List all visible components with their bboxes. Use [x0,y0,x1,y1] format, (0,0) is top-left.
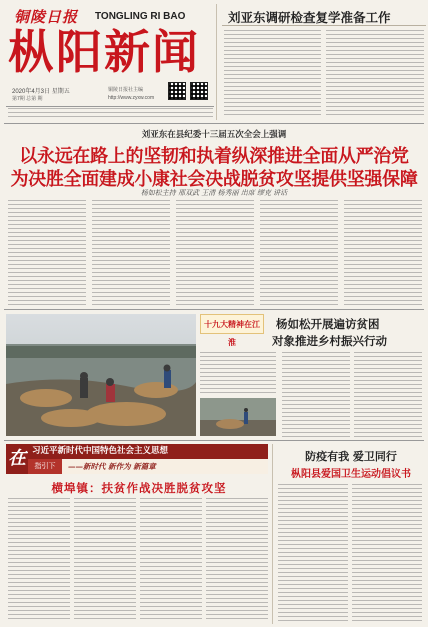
feature-body-col1 [282,352,350,438]
masthead-divider [6,106,214,107]
feature-photo [6,314,196,436]
section-divider [4,440,424,441]
masthead-site: http://www.zyxw.com [108,95,155,101]
side-article-headline-2: 枞阳县爱国卫生运动倡议书 [291,469,411,480]
lead-article-headline-1: 以永远在路上的坚韧和执着纵深推进全面从严治党 [19,146,409,167]
top-article [218,0,428,122]
side-article-headline-1: 防疫有我 爱卫同行 [305,450,397,463]
feature-banner-text: 十九大精神在江淮 [204,319,260,347]
bottom-vertical-divider [272,444,273,624]
column-header [6,444,268,474]
field-workers-photo [200,398,276,436]
masthead-publisher: 铜陵日报社主编 [108,87,144,93]
top-article-body-col1 [224,30,321,118]
column-badge-char: 在 [8,448,26,469]
lead-article-kicker: 刘亚东在县纪委十三届五次全会上强调 [141,130,287,140]
lead-article-col5 [344,200,422,306]
feature-banner [200,314,264,347]
qr-code-icon [168,82,186,100]
column-headline: 横埠镇：扶贫作战决胜脱贫攻坚 [51,481,227,495]
masthead-vertical-divider [216,4,217,120]
side-article-body-col1 [278,484,348,622]
lead-article-col1 [8,200,86,306]
masthead-date-line: 2020年4月3日 星期五 [12,89,70,95]
lead-article-byline: 杨如松主持 邢双武 王清 杨秀丽 出席 缪克 讲话 [140,189,288,197]
lotus-harvest-photo [6,314,196,436]
lead-article-col2 [92,200,170,306]
feature-photo-small [200,398,276,436]
side-article-body-col2 [352,484,422,622]
top-article-headline: 刘亚东调研检查复学准备工作 [228,10,391,25]
section-divider [4,309,424,310]
masthead [0,0,215,122]
column-subtitle-text: 指引下 [34,462,56,470]
feature-headline-2: 对象推进乡村振兴行动 [272,334,387,348]
section-divider [4,123,424,124]
masthead-main-title: 枞阳新闻 [8,25,200,79]
lead-article-col3 [176,200,254,306]
column-slogan: ——新时代 新作为 新篇章 [68,462,156,471]
masthead-pinyin: TONGLING RI BAO [95,11,186,22]
lead-article-headline-2: 为决胜全面建成小康社会决战脱贫攻坚提供坚强保障 [10,169,418,190]
column-body-col1 [8,498,70,622]
column-body-col4 [206,498,268,622]
top-article-rule [222,25,426,26]
feature-body-left [200,352,276,396]
column-subtitle [28,459,62,474]
feature-body-col2 [354,352,422,438]
column-badge [6,444,28,474]
column-title-text: 习近平新时代中国特色社会主义思想 [32,446,169,456]
column-body-col3 [140,498,202,622]
lead-article-col4 [260,200,338,306]
masthead-notes-text [8,108,213,118]
masthead-issue-line: 第7期 总第 期 [12,96,43,102]
top-article-body-col2 [326,30,424,118]
qr-code-icon [190,82,208,100]
column-title [28,444,268,459]
masthead-small-title: 铜陵日报 [14,8,79,26]
feature-headline-1: 杨如松开展遍访贫困 [276,317,380,331]
column-body-col2 [74,498,136,622]
